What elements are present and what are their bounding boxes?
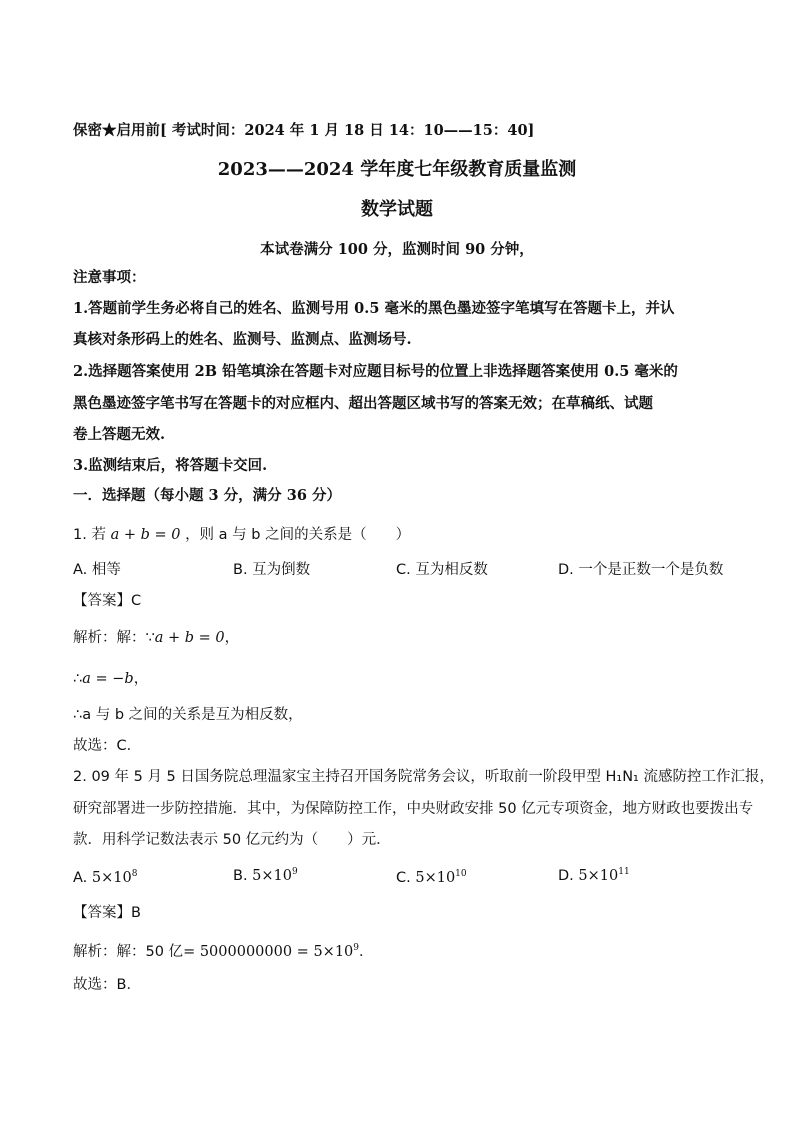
q2-option-b-exp: 9 [292, 867, 298, 877]
q2-sol-exp: 9 [353, 943, 360, 953]
q1-prefix: 1. 若 [73, 527, 106, 543]
exam-info: 本试卷满分 100 分，监测时间 90 分钟， [260, 241, 534, 258]
exam-title: 2023——2024 学年度七年级教育质量监测 [217, 159, 577, 180]
q2-option-b-base: 5×10 [252, 868, 292, 884]
confidential-header: 保密★启用前[ 考试时间：2024 年 1 月 18 日 14：10——15：40] [73, 122, 535, 139]
q1-sol-expr-2-suffix: ， [133, 671, 149, 687]
q1-suffix: ，则 a 与 b 之间的关系是（ ） [185, 527, 411, 543]
exam-subtitle: 数学试题 [361, 199, 433, 220]
notes-heading: 注意事项： [73, 269, 146, 286]
q2-option-d [558, 866, 630, 886]
q2-option-c-base: 5×10 [415, 870, 456, 886]
note-2-line-3: 卷上答题无效. [73, 426, 166, 443]
note-3: 3.监测结束后，将答题卡交回. [73, 457, 268, 474]
q2-option-d-label: D. [558, 868, 574, 884]
q2-option-b-label: B. [233, 868, 248, 884]
q1-sol-therefore: ∴ [73, 671, 83, 687]
q1-option-a: A. 相等 [73, 562, 121, 578]
q2-sol-suffix: ． [359, 944, 374, 960]
q2-option-a-label: A. [73, 870, 88, 886]
q1-sol-prefix: 解析：解：∵ [73, 630, 155, 646]
q2-conclusion: 故选：B． [73, 977, 141, 993]
q1-answer: 【答案】C [73, 593, 142, 609]
q1-stem [73, 525, 410, 545]
q1-expr: a + b = 0 [110, 527, 181, 543]
q2-solution-line-1 [73, 942, 374, 962]
q1-solution-line-3: ∴a 与 b 之间的关系是互为相反数， [73, 707, 303, 723]
q2-option-c [396, 868, 467, 888]
note-1-line-2: 真核对条形码上的姓名、监测号、监测点、监测场号. [73, 331, 412, 348]
note-2-line-1: 2.选择题答案使用 2B 铅笔填涂在答题卡对应题目标号的位置上非选择题答案使用 0.5 毫米的 [73, 363, 678, 380]
q1-sol-expr-1: a + b = 0 [154, 630, 225, 646]
q2-option-d-base: 5×10 [578, 868, 619, 884]
q2-sol-expr: = 5000000000 = 5×10 [183, 944, 354, 960]
q2-option-a-base: 5×10 [91, 870, 132, 886]
q2-option-a [73, 868, 137, 888]
q1-option-b: B. 互为倒数 [233, 562, 311, 578]
note-2-line-2: 黑色墨迹签字笔书写在答题卡的对应框内、超出答题区域书写的答案无效；在草稿纸、试题 [73, 395, 653, 412]
note-1-line-1: 1.答题前学生务必将自己的姓名、监测号用 0.5 毫米的黑色墨迹签字笔填写在答题卡上，并认 [73, 300, 675, 317]
q1-option-c: C. 互为相反数 [396, 562, 488, 578]
q1-sol-expr-1-suffix: ， [224, 630, 240, 646]
q2-stem-line-1: 2. 09 年 5 月 5 日国务院总理温家宝主持召开国务院常务会议，听取前一阶段甲型 H₁N₁ 流感防控工作汇报， [73, 769, 774, 785]
q2-sol-prefix: 解析：解：50 亿 [73, 944, 184, 960]
q2-option-b [233, 866, 298, 886]
q2-answer: 【答案】B [73, 905, 141, 921]
q2-option-d-exp: 11 [618, 867, 630, 877]
q1-option-d: D. 一个是正数一个是负数 [558, 562, 724, 578]
q1-conclusion: 故选：C． [73, 738, 142, 754]
section-1-heading: 一．选择题（每小题 3 分，满分 36 分） [73, 487, 341, 504]
q2-option-a-exp: 8 [131, 869, 138, 879]
q2-stem-line-2: 研究部署进一步防控措施．其中，为保障防控工作，中央财政安排 50 亿元专项资金，地方财政也要拨出专 [73, 801, 754, 817]
q1-solution-line-2 [73, 669, 148, 689]
q1-sol-expr-2: a = −b [82, 671, 134, 687]
q2-option-c-exp: 10 [455, 869, 467, 879]
q2-option-c-label: C. [396, 870, 411, 886]
q2-stem-line-3: 款．用科学记数法表示 50 亿元约为（ ）元． [73, 832, 391, 848]
q1-solution-line-1 [73, 628, 239, 648]
